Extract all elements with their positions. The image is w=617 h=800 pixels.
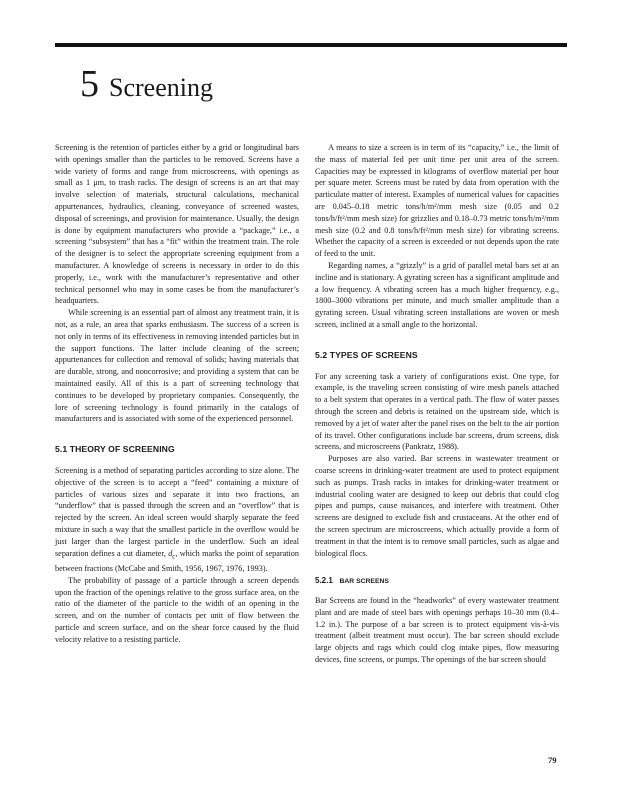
right-column [315, 142, 559, 666]
paragraph: While screening is an essential part of almost any treatment train, it is not, as a rule, an area that sparks enthusiasm. The success of a screen is not only in terms of its effectiveness in removing intended particles but in the support functions. The latter include cleaning of the screen; appurtenances for collection and removal of solids; having materials that are durable, strong, and noncorrosive; and providing a system that can be maintained easily. All of this is a part of screening technology that continues to be developed by proprietary companies. Consequently, the lore of screening technology is found primarily in the catalogs of manufacturers and is associated with some of the experienced personnel. [55, 308, 299, 424]
section-heading-5-1: 5.1 THEORY OF SCREENING [55, 444, 175, 455]
chapter-title: Screening [109, 73, 213, 102]
paragraph: The probability of passage of a particle through a screen depends upon the fraction of the openings relative to the gross surface area, on the ratio of the diameter of the particle to the width of an opening in the screen, and on the number of contacts per unit of flow between the particle and screen surface, and on the shear force caused by the fluid velocity relative to a resisting particle. [55, 575, 299, 644]
chapter-heading [80, 62, 213, 106]
subsection-heading-5-2-1: 5.2.1 BAR SCREENS [315, 576, 389, 586]
paragraph: A means to size a screen is in term of its “capacity,” i.e., the limit of the mass of material fed per unit time per unit area of the screen. Capacities may be expressed in kilograms of overflow material per hour per square meter. Screens must be rated by data from operation with the particulate matter of interest. Examples of numerical values for capacities are 0.045–0.18 metric tons/h/m²/mm mesh size (0.05 and 0.2 tons/h/ft²/mm mesh size) for grizzlies and 0.18–0.73 metric tons/h/m²/mm mesh size (0.2 and 0.8 tons/h/ft²/mm mesh size) for vibrating screens. Whether the capacity of a screen is exceeded or not depends upon the rate of feed to the unit. [315, 143, 559, 259]
paragraph: Screening is a method of separating particles according to size alone. The objective of the screen is to accept a “feed” containing a mixture of particles of various sizes and separate it into two fractions, an “underflow” that is passed through the screen and an “overflow” that is rejected by the screen. An ideal screen would sharply separate the feed mixture in such a way that the smallest particle in the overflow would be just larger than the largest particle in the underflow. Such an ideal separation defines a cut diameter, $d_c$, which marks the point of separation between fractions (McCabe and Smith, 1956, 1967, 1976, 1993). [55, 465, 299, 573]
chapter-number: 5 [80, 63, 99, 105]
paragraph: Purposes are also varied. Bar screens in wastewater treatment or coarse screens in drinking-water treatment are used to protect equipment such as pumps. Trash racks in intakes for drinking-water treatment or industrial cooling water are designed to keep out debris that could clog pipes and pumps, cause nuisances, and interfere with treatment. Other screens are designed to exclude fish and crustaceans. At the other end of the screen spectrum are microscreens, which actually provide a form of treatment in that the intent is to remove small particles, such as algae and biological flocs. [315, 454, 559, 558]
page-number: 79 [548, 755, 557, 765]
top-rule [55, 43, 567, 47]
left-column [55, 142, 299, 646]
paragraph: Bar Screens are found in the “headworks” of every wastewater treatment plant and are made of steel bars with openings perhaps 10–30 mm (0.4–1.2 in.). The purpose of a bar screen is to protect equipment vis-à-vis treatment (albeit treatment must occur). The bar screen should exclude large objects and rags which could clog intake pipes, flow measuring devices, fine screens, or pumps. The openings of the bar screen should [315, 596, 559, 665]
paragraph: Screening is the retention of particles either by a grid or longitudinal bars with openings smaller than the particles to be removed. Screens have a wide variety of forms and range from microscreens, with openings as small as 1 μm, to trash racks. The design of screens is an art that may involve selection of materials, structural calculations, mechanical appurtenances, hydraulics, cleaning, conveyance of screened wastes, disposal of screenings, and provision for maintenance. Usually, the design is done by equipment manufacturers who provide a “package,” i.e., a screening “subsystem” that has a “fit” within the treatment train. The role of the designer is to select the appropriate screening equipment from a manufacturer. A knowledge of screens is necessary in order to do this properly, i.e., work with the manufacturer’s representative and other technical personnel who may in some cases be from the manufacturer’s headquarters. [55, 143, 299, 306]
paragraph: For any screening task a variety of configurations exist. One type, for example, is the traveling screen consisting of wire mesh panels attached to a belt system that operates in a vertical path. The flow of water passes through the screen and debris is retained on the upstream side, which is removed by a jet of water after the panel rises on the belt to the air portion of its travel. Other configurations include bar screens, drum screens, disk screens, and microscreens (Pankratz, 1988). [315, 371, 559, 452]
section-heading-5-2: 5.2 TYPES OF SCREENS [315, 349, 418, 360]
paragraph: Regarding names, a “grizzly” is a grid of parallel metal bars set at an incline and is stationary. A gyrating screen has a significant amplitude and a low frequency. A vibrating screen has a much higher frequency, e.g., 1800–3000 vibrations per minute, and much smaller amplitude than a gyrating screen. Usual vibrating screen installations are woven or mesh screen, inclined at a small angle to the horizontal. [315, 260, 559, 329]
